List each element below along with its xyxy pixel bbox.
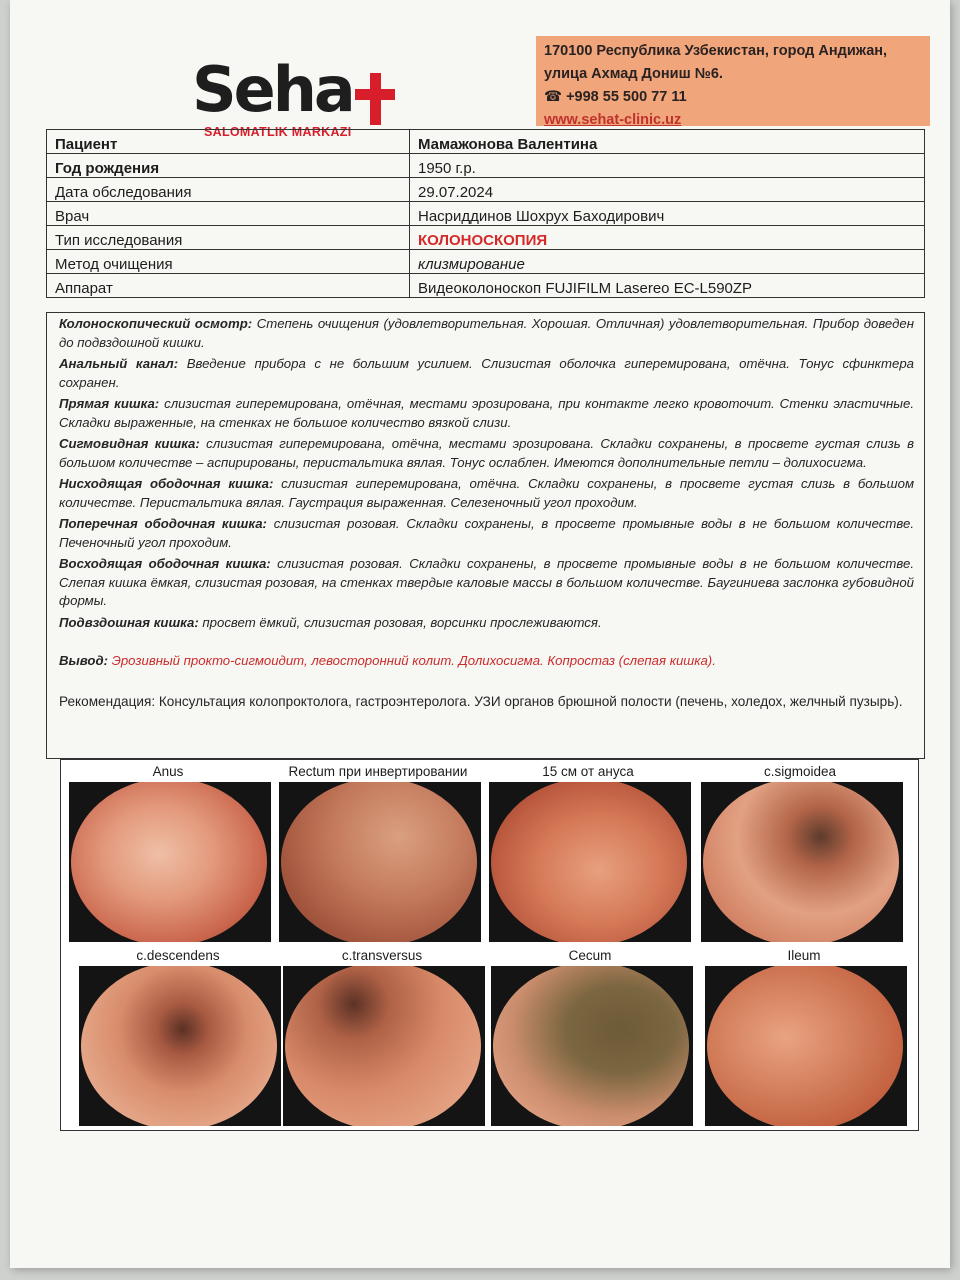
medical-cross-icon xyxy=(355,69,395,125)
image-caption: c.sigmoidea xyxy=(763,764,837,779)
image-ileum xyxy=(701,946,907,1128)
device-label: Аппарат xyxy=(47,274,410,298)
finding-text: слизистая гиперемирована, отёчна, местами эрозирована. Складки сохранены, в просвете густая слизь в большом количестве – аспирированы, перистальтика вялая. Тонус ослаблен. Имеются дополнительные петли – долихосигма. xyxy=(59,436,914,470)
finding-heading: Подвздошная кишка: xyxy=(59,614,199,630)
conclusion xyxy=(59,652,914,671)
finding-heading: Сигмовидная кишка: xyxy=(59,436,200,451)
finding-heading: Нисходящая ободочная кишка: xyxy=(59,476,274,491)
contact-block xyxy=(536,36,930,126)
finding-text: слизистая розовая. Складки сохранены, в просвете промывные воды в не большом количестве. Слепая кишка ёмкая, слизистая розовая, на стенках твердые каловые массы в большом количестве. Баугиниева заслонка губовидной формы. xyxy=(59,556,914,608)
clinic-phone: ☎ +998 55 500 77 11 xyxy=(544,89,687,105)
endoscopy-photo xyxy=(283,966,485,1126)
table-row xyxy=(47,250,925,274)
image-caption: 15 см от ануса xyxy=(542,764,634,779)
finding-heading: Поперечная ободочная кишка: xyxy=(59,516,267,531)
birth-year-value: 1950 г.р. xyxy=(410,154,925,178)
exam-date-value: 29.07.2024 xyxy=(410,178,925,202)
patient-info-table xyxy=(46,129,925,298)
clinic-website[interactable]: www.sehat-clinic.uz xyxy=(544,112,682,128)
endoscopy-photo xyxy=(705,966,907,1126)
image-caption: Cecum xyxy=(568,948,612,963)
finding-text: слизистая гиперемирована, отёчная, местами эрозирована, при контакте легко кровоточит. Стенки эластичные. Складки выраженные, на стенках не большое количество вязкой слизи. xyxy=(59,396,914,430)
image-cecum xyxy=(487,946,693,1128)
finding-paragraph xyxy=(59,395,914,432)
endoscopy-photo xyxy=(79,966,281,1126)
table-row xyxy=(47,274,925,298)
finding-heading: Колоноскопический осмотр: xyxy=(59,316,253,331)
finding-paragraph xyxy=(59,435,914,472)
cleansing-value: клизмирование xyxy=(410,250,925,274)
finding-paragraph xyxy=(59,515,914,552)
birth-year-label: Год рождения xyxy=(47,154,410,178)
finding-heading: Восходящая ободочная кишка: xyxy=(59,556,271,571)
logo-subtitle: SALOMATLIK MARKAZI xyxy=(204,125,352,139)
finding-paragraph xyxy=(59,315,914,352)
cleansing-label: Метод очищения xyxy=(47,250,410,274)
recommendation: Рекомендация: Консультация колопроктолога, гастроэнтеролога. УЗИ органов брюшной полости (печень, холедох, желчный пузырь). xyxy=(59,693,903,709)
finding-paragraph xyxy=(59,614,914,633)
finding-text: Введение прибора с не большим усилием. Слизистая оболочка гиперемирована, отёчна. Тонус сфинктера сохранен. xyxy=(59,356,915,390)
table-row xyxy=(47,202,925,226)
doctor-name: Насриддинов Шохрух Баходирович xyxy=(410,202,925,226)
image-anus xyxy=(65,762,271,944)
image-caption: Anus xyxy=(152,764,184,779)
device-value: Видеоколоноскоп FUJIFILM Lasereo EC-L590ZP xyxy=(410,274,925,298)
endoscopy-photo xyxy=(701,782,903,942)
finding-text: просвет ёмкий, слизистая розовая, ворсинки прослеживаются. xyxy=(198,614,602,630)
conclusion-label: Вывод: xyxy=(59,653,109,668)
endoscopy-photo xyxy=(279,782,481,942)
endoscopy-photo xyxy=(489,782,691,942)
doctor-label: Врач xyxy=(47,202,410,226)
exam-date-label: Дата обследования xyxy=(47,178,410,202)
table-row xyxy=(47,178,925,202)
finding-text: слизистая гиперемирована, отёчна. Складки сохранены, в просвете густая слизь в большом количестве. Перистальтика вялая. Гаустрация выраженная. Селезеночный угол проходим. xyxy=(59,476,914,510)
image-sigmoidea xyxy=(697,762,903,944)
patient-name: Мамажонова Валентина xyxy=(410,130,925,154)
image-caption: Rectum при инвертировании xyxy=(288,764,468,779)
endoscopy-photo xyxy=(69,782,271,942)
logo-wordmark: Seha xyxy=(192,55,402,125)
finding-paragraph xyxy=(59,555,914,611)
image-15cm xyxy=(485,762,691,944)
finding-text: Степень очищения (удовлетворительная. Хорошая. Отличная) удовлетворительная. Прибор доведен до подвздошной кишки. xyxy=(59,316,914,350)
image-caption: c.descendens xyxy=(136,948,220,963)
image-caption: c.transversus xyxy=(341,948,423,963)
endoscopy-photo xyxy=(491,966,693,1126)
exam-type-value: КОЛОНОСКОПИЯ xyxy=(410,226,925,250)
table-row xyxy=(47,154,925,178)
patient-label: Пациент xyxy=(47,130,410,154)
image-rectum xyxy=(275,762,481,944)
image-caption: Ileum xyxy=(787,948,821,963)
findings-section xyxy=(46,312,925,759)
image-transversus xyxy=(279,946,485,1128)
finding-paragraph xyxy=(59,475,914,512)
endoscopy-images xyxy=(60,759,919,1131)
finding-heading: Прямая кишка: xyxy=(59,396,160,411)
table-row xyxy=(47,226,925,250)
image-descendens xyxy=(75,946,281,1128)
finding-text: слизистая розовая. Складки сохранены, в просвете промывные воды в не большом количестве. Печеночный угол проходим. xyxy=(59,516,914,550)
finding-paragraph xyxy=(59,355,914,392)
exam-type-label: Тип исследования xyxy=(47,226,410,250)
table-row xyxy=(47,130,925,154)
finding-heading: Анальный канал: xyxy=(59,356,179,371)
clinic-address: 170100 Республика Узбекистан, город Андижан, улица Ахмад Дониш №6. xyxy=(544,43,888,82)
conclusion-text: Эрозивный прокто-сигмоидит, левосторонний колит. Долихосигма. Копростаз (слепая кишка). xyxy=(108,653,716,668)
